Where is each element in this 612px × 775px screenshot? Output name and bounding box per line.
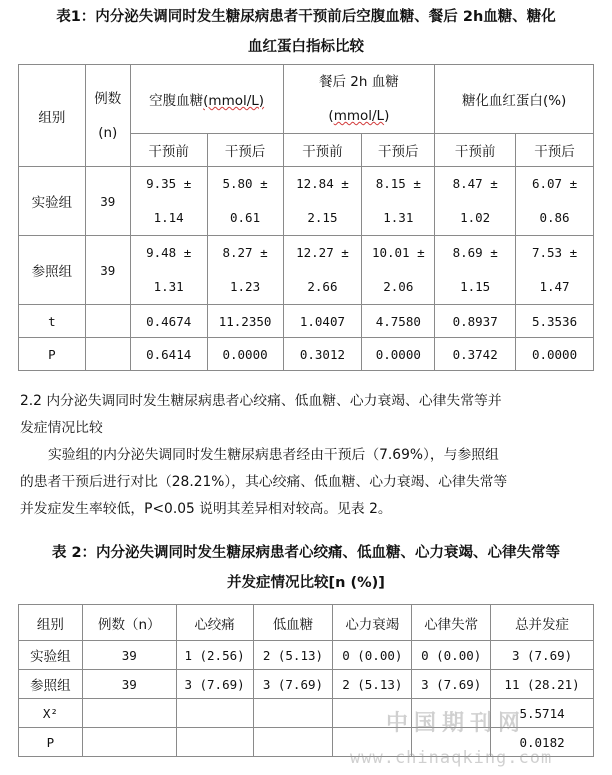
table2-caption-line1: 表 2：内分泌失调同时发生糖尿病患者心绞痛、低血糖、心力衰竭、心律失常等 [51, 545, 561, 561]
cell: 0.0182 [491, 728, 594, 757]
cell-mean: 7.53 ± [531, 245, 578, 260]
cell-sd: 1.15 [460, 279, 491, 294]
cell [435, 236, 516, 305]
cell-sd: 0.61 [230, 210, 261, 225]
fbg-unit: (mmol/L) [203, 93, 265, 109]
pbg-label: 餐后 2h 血糖 [319, 74, 399, 90]
row-group: 实验组 [19, 167, 86, 236]
cell: 1.0407 [283, 305, 362, 338]
section-heading-line2: 发症情况比较 [20, 420, 103, 436]
hba1c-label: 糖化血红蛋白 [461, 93, 543, 109]
cell: 0 (0.00) [333, 641, 412, 670]
cell [176, 728, 253, 757]
cell: 3 (7.69) [176, 670, 253, 699]
cell-sd: 0.86 [539, 210, 570, 225]
cell [82, 728, 176, 757]
cell [207, 236, 283, 305]
table-row [19, 167, 594, 236]
col-cases-header [85, 65, 130, 167]
cell: 实验组 [19, 641, 83, 670]
cell: 5.3536 [516, 305, 594, 338]
fbg-label: 空腹血糖 [149, 93, 204, 109]
pbg-before-header: 干预前 [283, 134, 362, 167]
cell [362, 236, 435, 305]
cell: 3 (7.69) [253, 670, 333, 699]
cell-sd: 1.47 [539, 279, 570, 294]
cell: 3 (7.69) [412, 670, 491, 699]
col-pbg-header [283, 65, 435, 134]
table1-caption-line1: 表1：内分泌失调同时发生糖尿病患者干预前后空腹血糖、餐后 2h血糖、糖化 [56, 9, 556, 25]
t2-header-angina: 心绞痛 [176, 605, 253, 641]
row-n: 39 [85, 167, 130, 236]
cell: P [19, 728, 83, 757]
col-hba1c-header [435, 65, 594, 134]
cell-mean: 12.84 ± [296, 176, 349, 191]
cell: 0.0000 [207, 338, 283, 371]
body-line1: 实验组的内分泌失调同时发生糖尿病患者经由干预后（7.69%），与参照组 [48, 447, 499, 463]
row-n: 39 [85, 236, 130, 305]
cell-sd: 2.66 [307, 279, 338, 294]
cell: 1 (2.56) [176, 641, 253, 670]
cell-sd: 2.06 [383, 279, 414, 294]
pbg-unit: mmol/L [333, 108, 385, 124]
cell-mean: 8.15 ± [375, 176, 421, 191]
cell: 11.2350 [207, 305, 283, 338]
table-row [19, 641, 594, 670]
cell-sd: 1.31 [383, 210, 414, 225]
body-line3: 并发症发生率较低，P<0.05 说明其差异相对较高。见表 2。 [20, 501, 392, 517]
cell: 39 [82, 641, 176, 670]
pbg-unit-wrap: (mmol/L) [328, 108, 390, 124]
cell: 2 (5.13) [253, 641, 333, 670]
cell [253, 699, 333, 728]
cell [176, 699, 253, 728]
body-line2: 的患者干预后进行对比（28.21%），其心绞痛、低血糖、心力衰竭、心律失常等 [20, 474, 508, 490]
t2-header-cases: 例数（n） [82, 605, 176, 641]
row-n [85, 305, 130, 338]
cell [207, 167, 283, 236]
watermark-url: www.chinaqking.com [350, 748, 553, 768]
col-group-header: 组别 [19, 65, 86, 167]
cell-mean: 8.69 ± [452, 245, 498, 260]
cell-mean: 12.27 ± [296, 245, 349, 260]
fbg-after-header: 干预后 [207, 134, 283, 167]
cell: X² [19, 699, 83, 728]
hba1c-unit: (%) [542, 93, 567, 109]
row-group: P [19, 338, 86, 371]
t2-header-hypoglycemia: 低血糖 [253, 605, 333, 641]
cell [253, 728, 333, 757]
hba1c-before-header: 干预前 [435, 134, 516, 167]
cell [362, 167, 435, 236]
cell [516, 236, 594, 305]
section-heading-line1: 2.2 内分泌失调同时发生糖尿病患者心绞痛、低血糖、心力衰竭、心律失常等并 [20, 393, 502, 409]
cell: 2 (5.13) [333, 670, 412, 699]
table1 [18, 64, 594, 371]
fbg-before-header: 干预前 [130, 134, 207, 167]
cell [82, 699, 176, 728]
cell [130, 167, 207, 236]
cell: 0.4674 [130, 305, 207, 338]
t2-header-heart-failure: 心力衰竭 [333, 605, 412, 641]
cell: 0.6414 [130, 338, 207, 371]
table-row [19, 305, 594, 338]
cell [516, 167, 594, 236]
cases-label: 例数 [94, 90, 122, 107]
cell-sd: 1.02 [460, 210, 491, 225]
cell: 5.5714 [491, 699, 594, 728]
row-group: 参照组 [19, 236, 86, 305]
cell-mean: 5.80 ± [222, 176, 268, 191]
cell [283, 167, 362, 236]
table-row [19, 338, 594, 371]
cell-sd: 1.31 [153, 279, 184, 294]
cell-sd: 1.14 [153, 210, 184, 225]
cell: 0.3742 [435, 338, 516, 371]
cell: 4.7580 [362, 305, 435, 338]
cell [435, 167, 516, 236]
cell: 0.0000 [516, 338, 594, 371]
col-fbg-header [130, 65, 283, 134]
cell-mean: 8.47 ± [452, 176, 498, 191]
cell: 11 (28.21) [491, 670, 594, 699]
cell-mean: 6.07 ± [531, 176, 578, 191]
t2-header-total: 总并发症 [491, 605, 594, 641]
hba1c-after-header: 干预后 [516, 134, 594, 167]
cell [283, 236, 362, 305]
cell: 0.0000 [362, 338, 435, 371]
cell: 3 (7.69) [491, 641, 594, 670]
cell-mean: 9.35 ± [146, 176, 192, 191]
pbg-after-header: 干预后 [362, 134, 435, 167]
cell-sd: 2.15 [307, 210, 338, 225]
cell: 0.3012 [283, 338, 362, 371]
cell: 0.8937 [435, 305, 516, 338]
cell-sd: 1.23 [230, 279, 261, 294]
t2-header-group: 组别 [19, 605, 83, 641]
cell: 参照组 [19, 670, 83, 699]
table2-caption-line2: 并发症情况比较[n (%)] [227, 575, 385, 591]
table1-caption-line2: 血红蛋白指标比较 [248, 39, 364, 55]
cell [130, 236, 207, 305]
table-row [19, 236, 594, 305]
cell: 0 (0.00) [412, 641, 491, 670]
cell-mean: 9.48 ± [146, 245, 192, 260]
table-row [19, 670, 594, 699]
row-n [85, 338, 130, 371]
cases-unit: (n) [98, 124, 118, 141]
watermark-text: 中国期刊网 [386, 711, 527, 736]
cell-mean: 10.01 ± [371, 245, 425, 260]
cell-mean: 8.27 ± [222, 245, 268, 260]
row-group: t [19, 305, 86, 338]
cell: 39 [82, 670, 176, 699]
t2-header-arrhythmia: 心律失常 [412, 605, 491, 641]
